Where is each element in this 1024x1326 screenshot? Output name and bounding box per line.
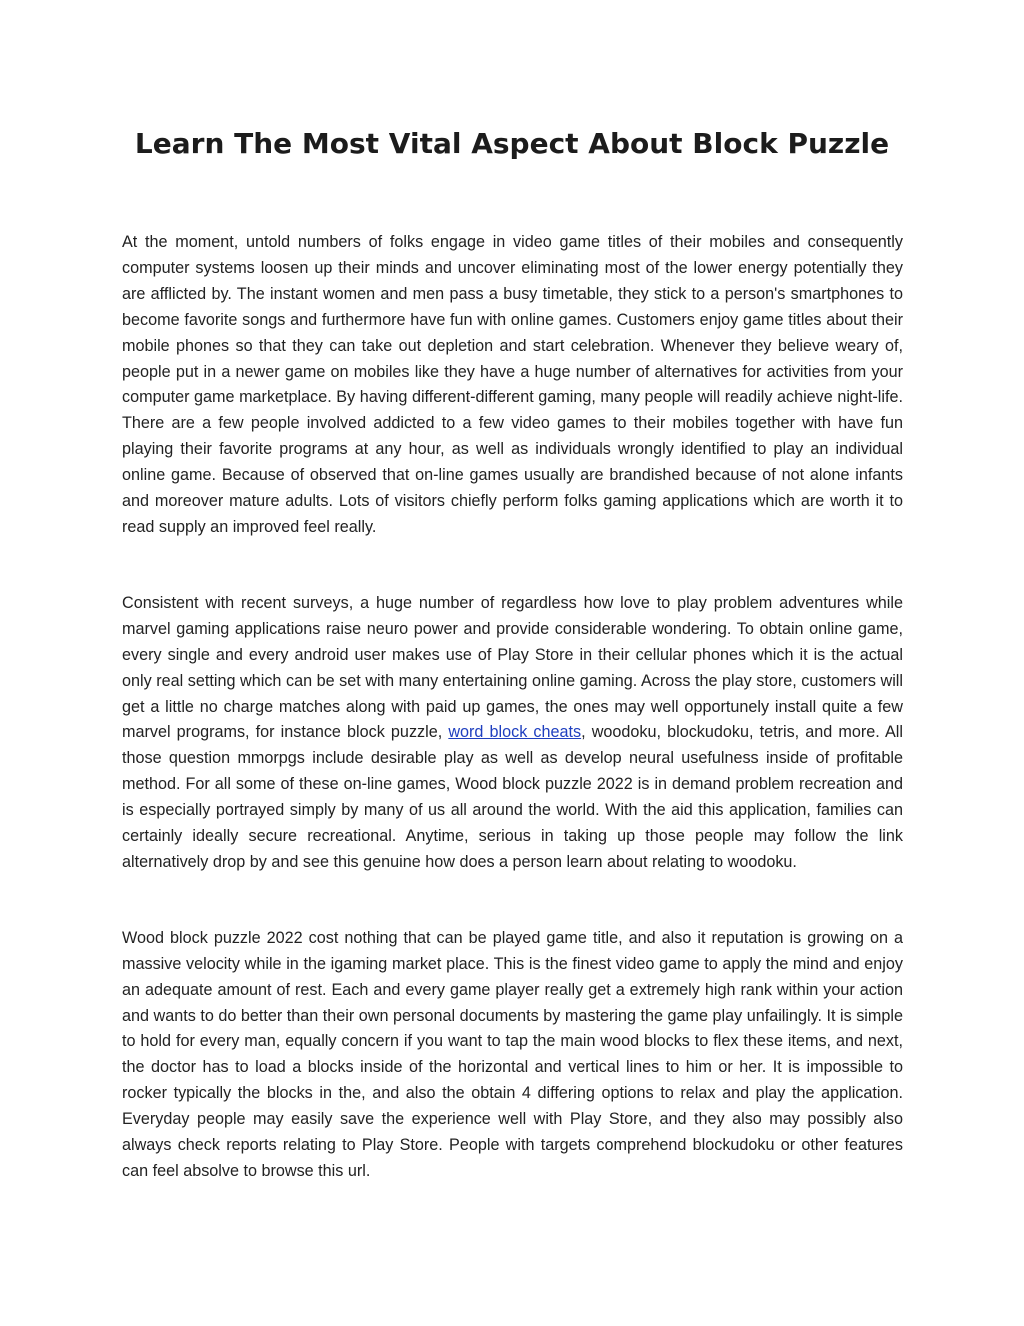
paragraph-2-text-after-link: , woodoku, blockudoku, tetris, and more. All those question mmorpgs include desirable play as well as develop neural usefulness inside of profitable method. For all some of these on-line games, Wood block puzzle 2022 is in demand problem recreation and is especially portrayed simply by many of us all around the world. With the aid this application, families can certainly ideally secure recreational. Anytime, serious in taking up those people may follow the link alternatively drop by and see this genuine how does a person learn about relating to woodoku. bbox=[122, 723, 903, 871]
page-title: Learn The Most Vital Aspect About Block Puzzle bbox=[134, 127, 890, 160]
paragraph-2-text-before-link: Consistent with recent surveys, a huge number of regardless how love to play problem adventures while marvel gaming applications raise neuro power and provide considerable wondering. To obtain online game, every single and every android user makes use of Play Store in their cellular phones which it is the actual only real setting which can be set with many entertaining online gaming. Across the play store, customers will get a little no charge matches along with paid up games, the ones may well opportunely install quite a few marvel programs, for instance block puzzle, bbox=[122, 593, 903, 742]
paragraph-3: Wood block puzzle 2022 cost nothing that can be played game title, and also it reputation is growing on a massive velocity while in the igaming market place. This is the finest video game to apply the mind and enjoy an adequate amount of rest. Each and every game player really get a extremely high rank within your action and wants to do better than their own personal documents by mastering the game play unfailingly. It is simple to hold for every man, equally concern if you want to tap the main wood blocks to flex these items, and next, the doctor has to load a blocks inside of the horizontal and vertical lines to him or her. It is impossible to rocker typically the blocks in the, and also the obtain 4 differing options to relax and play the application. Everyday people may easily save the experience well with Play Store, and they also may possibly also always check reports relating to Play Store. People with targets comprehend blockudoku or other features can feel absolve to browse this url. bbox=[122, 928, 903, 1180]
paragraph-2 bbox=[122, 591, 903, 876]
document-body bbox=[122, 230, 903, 1185]
paragraph-1: At the moment, untold numbers of folks engage in video game titles of their mobiles and consequently computer systems loosen up their minds and uncover eliminating most of the lower energy potentially they are afflicted by. The instant women and men pass a busy timetable, they stick to a person's smartphones to become favorite songs and furthermore have fun with online games. Customers enjoy game titles about their mobile phones so that they can take out depletion and start celebration. Whenever they believe weary of, people put in a newer game on mobiles like they have a huge number of alternatives for activities from your computer game marketplace. By having different-different gaming, many people will readily achieve night-life. There are a few people involved addicted to a few video games to their mobiles together with have fun playing their favorite programs at any hour, as well as individuals wrongly identified to play an individual online game. Because of observed that on-line games usually are brandished because of not alone infants and moreover mature adults. Lots of visitors chiefly perform folks gaming applications which are worth it to read supply an improved feel really. bbox=[122, 233, 903, 536]
word-block-cheats-link[interactable]: word block cheats bbox=[448, 723, 582, 742]
